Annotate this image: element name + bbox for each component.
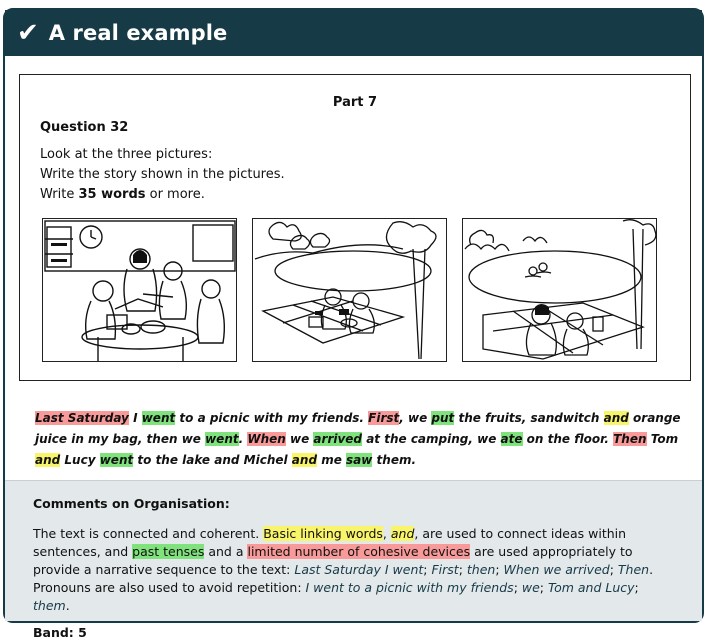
- card-header: [5, 10, 702, 56]
- check-icon: ✔: [17, 18, 39, 48]
- picnic-picture: [252, 218, 447, 362]
- student-answer: Last Saturday I went to a picnic with my friends. First, we put the fruits, sandwitch and orange juice in my bag, then we went. When we arrived at the camping, we ate on the floor. Then Tom and Lucy went to the lake and Michel and me saw them.: [35, 411, 681, 467]
- question-instructions: [40, 145, 285, 205]
- comments-panel: [5, 480, 702, 640]
- card-title: A real example: [48, 21, 228, 45]
- part-title: Part 7: [332, 95, 378, 110]
- instruction-line: Look at the three pictures:: [40, 147, 213, 162]
- instruction-line: Write the story shown in the pictures.: [40, 167, 285, 182]
- comments-heading: Comments on Organisation:: [33, 496, 230, 511]
- band-score: Band: 5: [33, 625, 87, 640]
- question-number: Question 32: [40, 120, 129, 135]
- instruction-line: Write 35 words or more.: [40, 187, 205, 202]
- question-box: [19, 74, 691, 381]
- kitchen-picture: [42, 218, 237, 362]
- example-card: [3, 8, 704, 640]
- lake-picture: [462, 218, 657, 362]
- comments-body: The text is connected and coherent. Basic linking words, and, are used to connect ideas within sentences, and past tenses and a limited number of cohesive devices are used appropriately to provide a narrative sequence to the text: Last Saturday I went; First; then; When we arrived; Then. Pronouns are also used to avoid repetition: I went to a picnic with my friends; we; Tom and Lucy; them.: [33, 526, 654, 613]
